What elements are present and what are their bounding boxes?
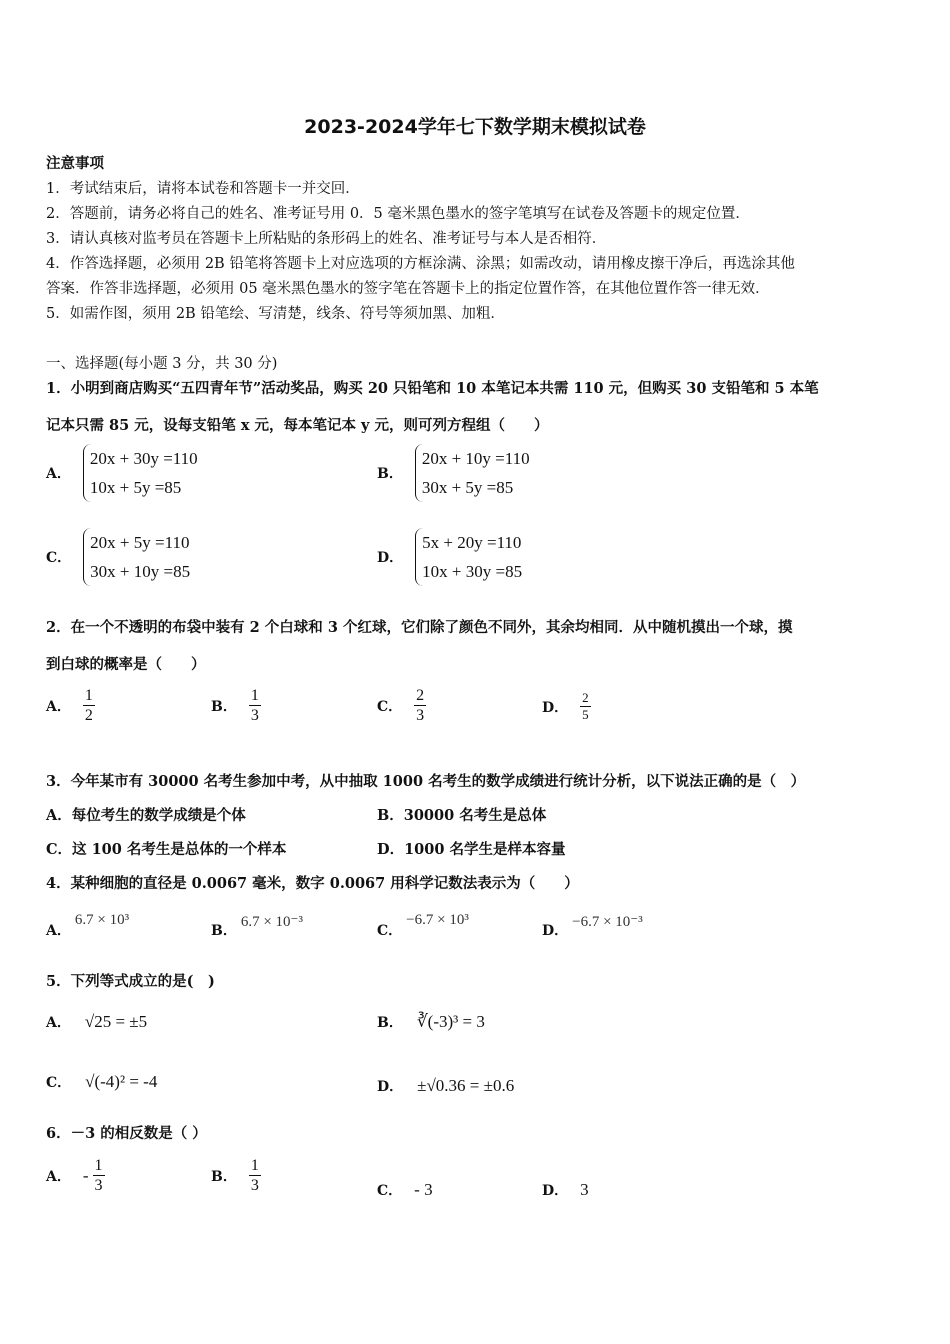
math-expression: ±√0.36 = ±0.6 [417,1076,515,1095]
q1-option-d [377,528,522,586]
q4-option-b [211,912,303,940]
q2-option-c [377,686,426,725]
option-label: D． [377,1079,404,1095]
q2-option-a [46,686,95,725]
fraction [93,1156,105,1195]
q4-option-c [377,912,469,940]
option-label: A． [46,698,71,715]
sci-notation: 6.7 × 10⁻³ [240,914,303,930]
notice-item: 4．作答选择题，必须用 2B 铅笔将答题卡上对应选项的方框涂满、涂黑；如需改动，请用橡皮擦干净后，再选涂其他 [46,256,795,272]
q3-stem: 3．今年某市有 30000 名考生参加中考，从中抽取 1000 名考生的数学成绩进行统计分析，以下说法正确的是（ ） [46,773,806,790]
option-label: C． [46,1075,72,1091]
q4-option-d [542,912,643,940]
q1-stem-line1: 1．小明到商店购买“五四青年节”活动奖品，购买 20 只铅笔和 10 本笔记本共需 110 元，但购买 30 支铅笔和 5 本笔 [46,380,819,397]
option-label: C． [377,1183,403,1199]
option-value: - 3 [414,1180,433,1199]
option-label: B． [377,1015,403,1031]
q6-option-a [46,1156,105,1195]
option-label: D． [542,699,569,716]
q1-option-a [46,444,198,502]
equation: 20x + 5y =110 [90,533,190,552]
q6-option-c [377,1180,433,1200]
option-label: A． [46,1015,71,1031]
option-label: D． [542,1183,569,1199]
fraction [83,686,95,725]
denominator: 3 [250,1177,259,1194]
equation-system [415,444,530,502]
equation: 5x + 20y =110 [422,533,522,552]
q5-option-b [377,1012,485,1032]
equation: 20x + 10y =110 [421,449,530,468]
option-label: A． [46,466,71,482]
q4-option-a [46,912,129,940]
option-label: D． [377,550,404,566]
q5-option-a [46,1012,147,1032]
option-value: 3 [580,1180,589,1199]
numerator: 1 [250,687,259,704]
q2-stem-line2: 到白球的概率是（ ） [46,656,206,673]
option-label: C． [377,923,403,939]
notice-item: 1．考试结束后，请将本试卷和答题卡一并交回． [46,181,360,197]
denominator: 3 [416,707,425,724]
option-label: B． [211,698,237,715]
option-label: A． [46,1168,71,1185]
q2-stem-line1: 2．在一个不透明的布袋中装有 2 个白球和 3 个红球，它们除了颜色不同外，其余均相同．从中随机摸出一个球，摸 [46,619,793,636]
q6-stem: 6．－3 的相反数是（ ） [46,1125,207,1142]
fraction [249,686,261,725]
option-label: C． [46,550,72,566]
q2-option-b [211,686,261,725]
numerator: 2 [582,690,589,705]
fraction [580,690,591,723]
equation-system [83,528,190,586]
math-expression: ∛(-3)³ = 3 [416,1012,485,1031]
section-heading: 一、选择题(每小题 3 分，共 30 分) [46,356,278,372]
q1-stem-line2: 记本只需 85 元，设每支铅笔 x 元，每本笔记本 y 元，则可列方程组（ ） [46,417,549,434]
equation: 10x + 30y =85 [422,562,523,581]
option-label: D． [542,923,569,939]
math-expression: √25 = ±5 [84,1012,148,1031]
q3-option-a: A．每位考生的数学成绩是个体 [46,807,246,824]
sci-notation: −6.7 × 10⁻³ [572,914,643,930]
denominator: 3 [94,1177,103,1194]
q5-option-c [46,1072,157,1092]
q2-option-d [542,690,591,723]
fraction [249,1156,261,1195]
option-label: A． [46,923,71,939]
q3-option-c: C．这 100 名考生是总体的一个样本 [46,841,287,858]
equation: 30x + 5y =85 [421,478,514,497]
denominator: 2 [84,707,93,724]
notice-item: 2．答题前，请务必将自己的姓名、准考证号用 0．5 毫米黑色墨水的签字笔填写在试卷及答题卡的规定位置． [46,206,750,222]
q6-option-b [211,1156,261,1195]
notice-heading: 注意事项 [46,155,104,172]
denominator: 5 [582,707,589,722]
equation: 20x + 30y =110 [89,449,198,468]
numerator: 2 [416,687,425,704]
q1-option-b [377,444,530,502]
q5-stem: 5．下列等式成立的是( ) [46,973,215,990]
equation: 10x + 5y =85 [89,478,182,497]
q1-option-c [46,528,190,586]
q3-option-d: D．1000 名学生是样本容量 [377,841,566,858]
equation: 30x + 10y =85 [90,562,191,581]
q6-option-d [542,1180,589,1200]
option-label: B． [377,466,403,482]
numerator: 1 [94,1157,103,1174]
q5-option-d [377,1076,514,1096]
equation-system [415,528,522,586]
numerator: 1 [250,1157,259,1174]
notice-item: 答案．作答非选择题，必须用 05 毫米黑色墨水的签字笔在答题卡上的指定位置作答，在其他位置作答一律无效． [46,281,770,297]
math-expression: √(-4)² = -4 [85,1072,158,1091]
option-label: B． [211,923,237,939]
denominator: 3 [250,707,259,724]
minus-sign: - [82,1165,89,1185]
numerator: 1 [84,687,93,704]
q4-stem: 4．某种细胞的直径是 0.0067 毫米，数字 0.0067 用科学记数法表示为（ ） [46,875,579,892]
option-label: C． [377,698,403,715]
q3-option-b: B．30000 名考生是总体 [377,807,547,824]
equation-system [83,444,198,502]
notice-item: 3．请认真核对监考员在答题卡上所粘贴的条形码上的姓名、准考证号与本人是否相符． [46,231,607,247]
fraction [414,686,426,725]
sci-notation: −6.7 × 10³ [406,912,469,928]
option-label: B． [211,1168,237,1185]
page-title: 2023-2024学年七下数学期末模拟试卷 [304,116,646,138]
sci-notation: 6.7 × 10³ [74,912,130,928]
notice-item: 5．如需作图，须用 2B 铅笔绘、写清楚，线条、符号等须加黑、加粗． [46,306,505,322]
